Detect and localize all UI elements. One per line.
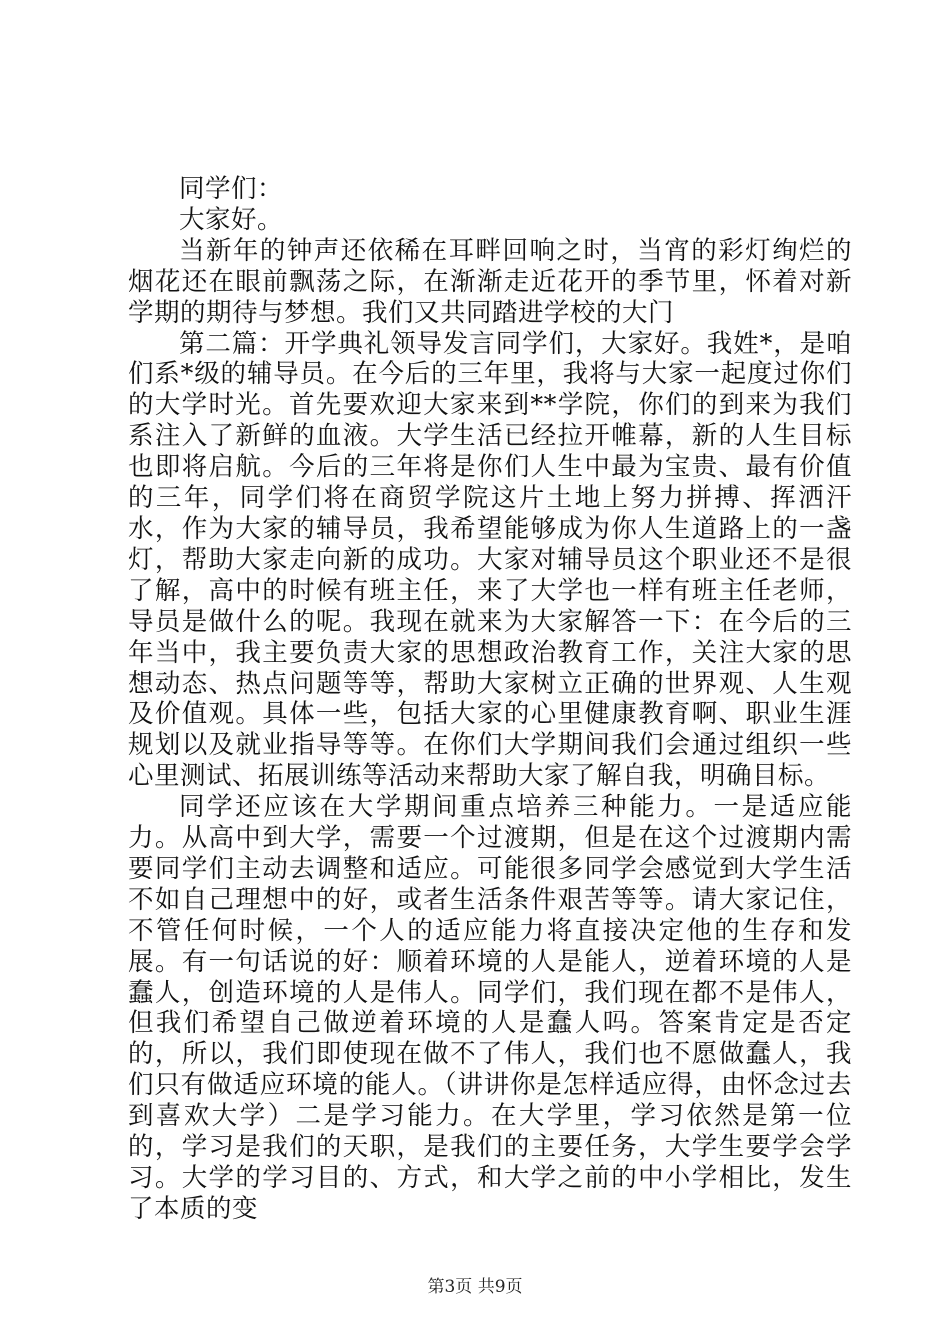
paragraph-opening: 当新年的钟声还依稀在耳畔回响之时，当宵的彩灯绚烂的烟花还在眼前飘荡之际，在渐渐走近花开的季节里，怀着对新学期的期待与梦想。我们又共同踏进学校的大门 [128, 235, 852, 328]
document-body [128, 174, 852, 1225]
paragraph-three-abilities: 同学还应该在大学期间重点培养三种能力。一是适应能力。从高中到大学，需要一个过渡期，但是在这个过渡期内需要同学们主动去调整和适应。可能很多同学会感觉到大学生活不如自己理想中的好，或者生活条件艰苦等等。请大家记住，不管任何时候，一个人的适应能力将直接决定他的生存和发展。有一句话说的好：顺着环境的人是能人，逆着环境的人是蠢人，创造环境的人是伟人。同学们，我们现在都不是伟人，但我们希望自己做逆着环境的人是蠢人吗。答案肯定是否定的，所以，我们即使现在做不了伟人，我们也不愿做蠢人，我们只有做适应环境的能人。（讲讲你是怎样适应得，由怀念过去到喜欢大学）二是学习能力。在大学里，学习依然是第一位的，学习是我们的天职，是我们的主要任务，大学生要学会学习。大学的学习目的、方式，和大学之前的中小学相比，发生了本质的变 [128, 792, 852, 1224]
paragraph-second-speech: 第二篇：开学典礼领导发言同学们，大家好。我姓*，是咱们系*级的辅导员。在今后的三年里，我将与大家一起度过你们的大学时光。首先要欢迎大家来到**学院，你们的到来为我们系注入了新鲜的血液。大学生活已经拉开帷幕，新的人生目标也即将启航。今后的三年将是你们人生中最为宝贵、最有价值的三年，同学们将在商贸学院这片土地上努力拼搏、挥洒汗水，作为大家的辅导员，我希望能够成为你人生道路上的一盏灯，帮助大家走向新的成功。大家对辅导员这个职业还不是很了解，高中的时候有班主任，来了大学也一样有班主任老师，导员是做什么的呢。我现在就来为大家解答一下：在今后的三年当中，我主要负责大家的思想政治教育工作，关注大家的思想动态、热点问题等等，帮助大家树立正确的世界观、人生观及价值观。具体一些，包括大家的心里健康教育啊、职业生涯规划以及就业指导等等。在你们大学期间我们会通过组织一些心里测试、拓展训练等活动来帮助大家了解自我，明确目标。 [128, 328, 852, 792]
paragraph-salutation: 同学们： [179, 174, 284, 204]
page-number-footer: 第3页 共9页 [427, 1277, 523, 1297]
paragraph-greeting: 大家好。 [179, 204, 284, 235]
